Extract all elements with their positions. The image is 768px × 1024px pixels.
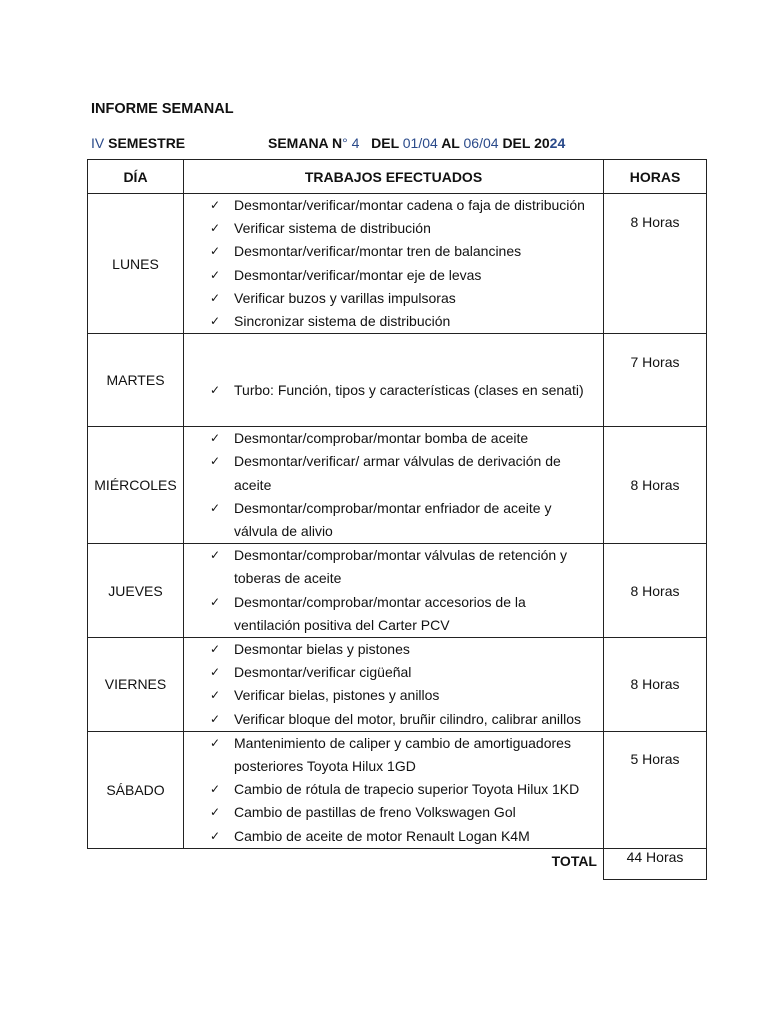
checkmark-icon: ✓ — [210, 500, 221, 515]
semester: IV SEMESTRE — [91, 135, 186, 151]
task-text: Mantenimiento de caliper y cambio de amortiguadores posteriores Toyota Hilux 1GD — [234, 734, 571, 775]
task-item — [210, 287, 595, 310]
checkmark-icon: ✓ — [210, 454, 221, 469]
day-cell: MIÉRCOLES — [88, 427, 184, 544]
hours-cell: 8 Horas — [604, 427, 707, 544]
day-cell: LUNES — [88, 194, 184, 334]
checkmark-icon: ✓ — [210, 244, 221, 259]
header-work: TRABAJOS EFECTUADOS — [184, 160, 604, 194]
hours-cell: 8 Horas — [604, 638, 707, 732]
task-item — [210, 379, 595, 402]
task-text: Verificar bloque del motor, bruñir cilindro, calibrar anillos — [234, 710, 582, 727]
hours-cell: 5 Horas — [604, 731, 707, 848]
task-text: Desmontar/comprobar/montar válvulas de retención y toberas de aceite — [234, 547, 568, 587]
tasks-cell — [184, 194, 604, 334]
checkmark-icon: ✓ — [210, 267, 221, 282]
day-cell: VIERNES — [88, 638, 184, 732]
tasks-cell — [184, 731, 604, 848]
task-list — [184, 638, 603, 731]
day-cell: SÁBADO — [88, 731, 184, 848]
checkmark-icon: ✓ — [210, 782, 221, 797]
checkmark-icon: ✓ — [210, 314, 221, 329]
task-text: Desmontar/verificar cigüeñal — [234, 664, 412, 681]
week-range: SEMANA N° 4 DEL 01/04 AL 06/04 DEL 2024 — [268, 135, 566, 151]
task-item — [210, 801, 595, 824]
checkmark-icon: ✓ — [210, 805, 221, 820]
task-text: Desmontar bielas y pistones — [234, 641, 410, 658]
task-text: Desmontar/comprobar/montar bomba de aceite — [234, 430, 529, 447]
task-item — [210, 661, 595, 684]
task-text: Cambio de rótula de trapecio superior Toyota Hilux 1KD — [234, 781, 580, 798]
total-label: TOTAL — [551, 852, 597, 869]
task-item — [210, 708, 595, 731]
task-list — [184, 359, 603, 402]
task-item — [210, 732, 595, 778]
task-item — [210, 217, 595, 240]
task-text: Desmontar/verificar/ armar válvulas de derivación de aceite — [234, 453, 561, 493]
task-text: Turbo: Función, tipos y características (clases en senati) — [234, 381, 584, 398]
task-item — [210, 450, 595, 496]
task-item — [210, 825, 595, 848]
checkmark-icon: ✓ — [210, 221, 221, 236]
hours-cell: 8 Horas — [604, 194, 707, 334]
task-text: Verificar bielas, pistones y anillos — [234, 687, 440, 704]
task-text: Desmontar/verificar/montar tren de balancines — [234, 243, 522, 260]
checkmark-icon: ✓ — [210, 828, 221, 843]
task-text: Cambio de pastillas de freno Volkswagen Gol — [234, 804, 516, 821]
task-item — [210, 194, 595, 217]
day-cell: MARTES — [88, 334, 184, 427]
task-list — [184, 732, 603, 848]
table-row — [88, 334, 707, 427]
task-text: Verificar buzos y varillas impulsoras — [234, 289, 456, 306]
task-text: Verificar sistema de distribución — [234, 220, 431, 237]
tasks-cell — [184, 544, 604, 638]
tasks-cell — [184, 334, 604, 427]
table-row — [88, 544, 707, 638]
report-title: INFORME SEMANAL — [91, 101, 234, 117]
checkmark-icon: ✓ — [210, 198, 221, 212]
table-row — [88, 194, 707, 334]
task-list — [184, 544, 603, 637]
task-item — [210, 591, 595, 637]
hours-cell: 8 Horas — [604, 544, 707, 638]
task-item — [210, 264, 595, 287]
checkmark-icon: ✓ — [210, 665, 221, 680]
table-header-row — [88, 160, 707, 194]
checkmark-icon: ✓ — [210, 642, 221, 657]
task-text: Desmontar/comprobar/montar accesorios de la ventilación positiva del Carter PCV — [234, 593, 526, 633]
header-day: DÍA — [88, 160, 184, 194]
task-text: Cambio de aceite de motor Renault Logan K4M — [234, 827, 530, 844]
task-text: Desmontar/comprobar/montar enfriador de aceite y válvula de alivio — [234, 499, 552, 540]
table-row — [88, 427, 707, 544]
checkmark-icon: ✓ — [210, 382, 221, 397]
task-text: Sincronizar sistema de distribución — [234, 313, 451, 330]
task-item — [210, 497, 595, 543]
header-hours: HORAS — [604, 160, 707, 194]
hours-cell: 7 Horas — [604, 334, 707, 427]
weekly-report-table — [87, 159, 707, 880]
task-item — [210, 544, 595, 590]
task-item — [210, 684, 595, 707]
task-list — [184, 194, 603, 333]
total-hours: 44 Horas — [604, 848, 707, 879]
task-item — [210, 638, 595, 661]
checkmark-icon: ✓ — [210, 735, 221, 750]
checkmark-icon: ✓ — [210, 711, 221, 726]
task-item — [210, 310, 595, 333]
table-row — [88, 638, 707, 732]
total-row — [88, 848, 707, 879]
checkmark-icon: ✓ — [210, 688, 221, 703]
tasks-cell — [184, 427, 604, 544]
task-item — [210, 427, 595, 450]
tasks-cell — [184, 638, 604, 732]
checkmark-icon: ✓ — [210, 594, 221, 609]
day-cell: JUEVES — [88, 544, 184, 638]
checkmark-icon: ✓ — [210, 290, 221, 305]
task-text: Desmontar/verificar/montar cadena o faja de distribución — [234, 197, 585, 213]
checkmark-icon: ✓ — [210, 431, 221, 446]
table-row — [88, 731, 707, 848]
task-item — [210, 778, 595, 801]
task-list — [184, 427, 603, 543]
task-text: Desmontar/verificar/montar eje de levas — [234, 266, 482, 283]
report-subtitle — [91, 135, 651, 153]
checkmark-icon: ✓ — [210, 548, 221, 563]
task-item — [210, 240, 595, 263]
